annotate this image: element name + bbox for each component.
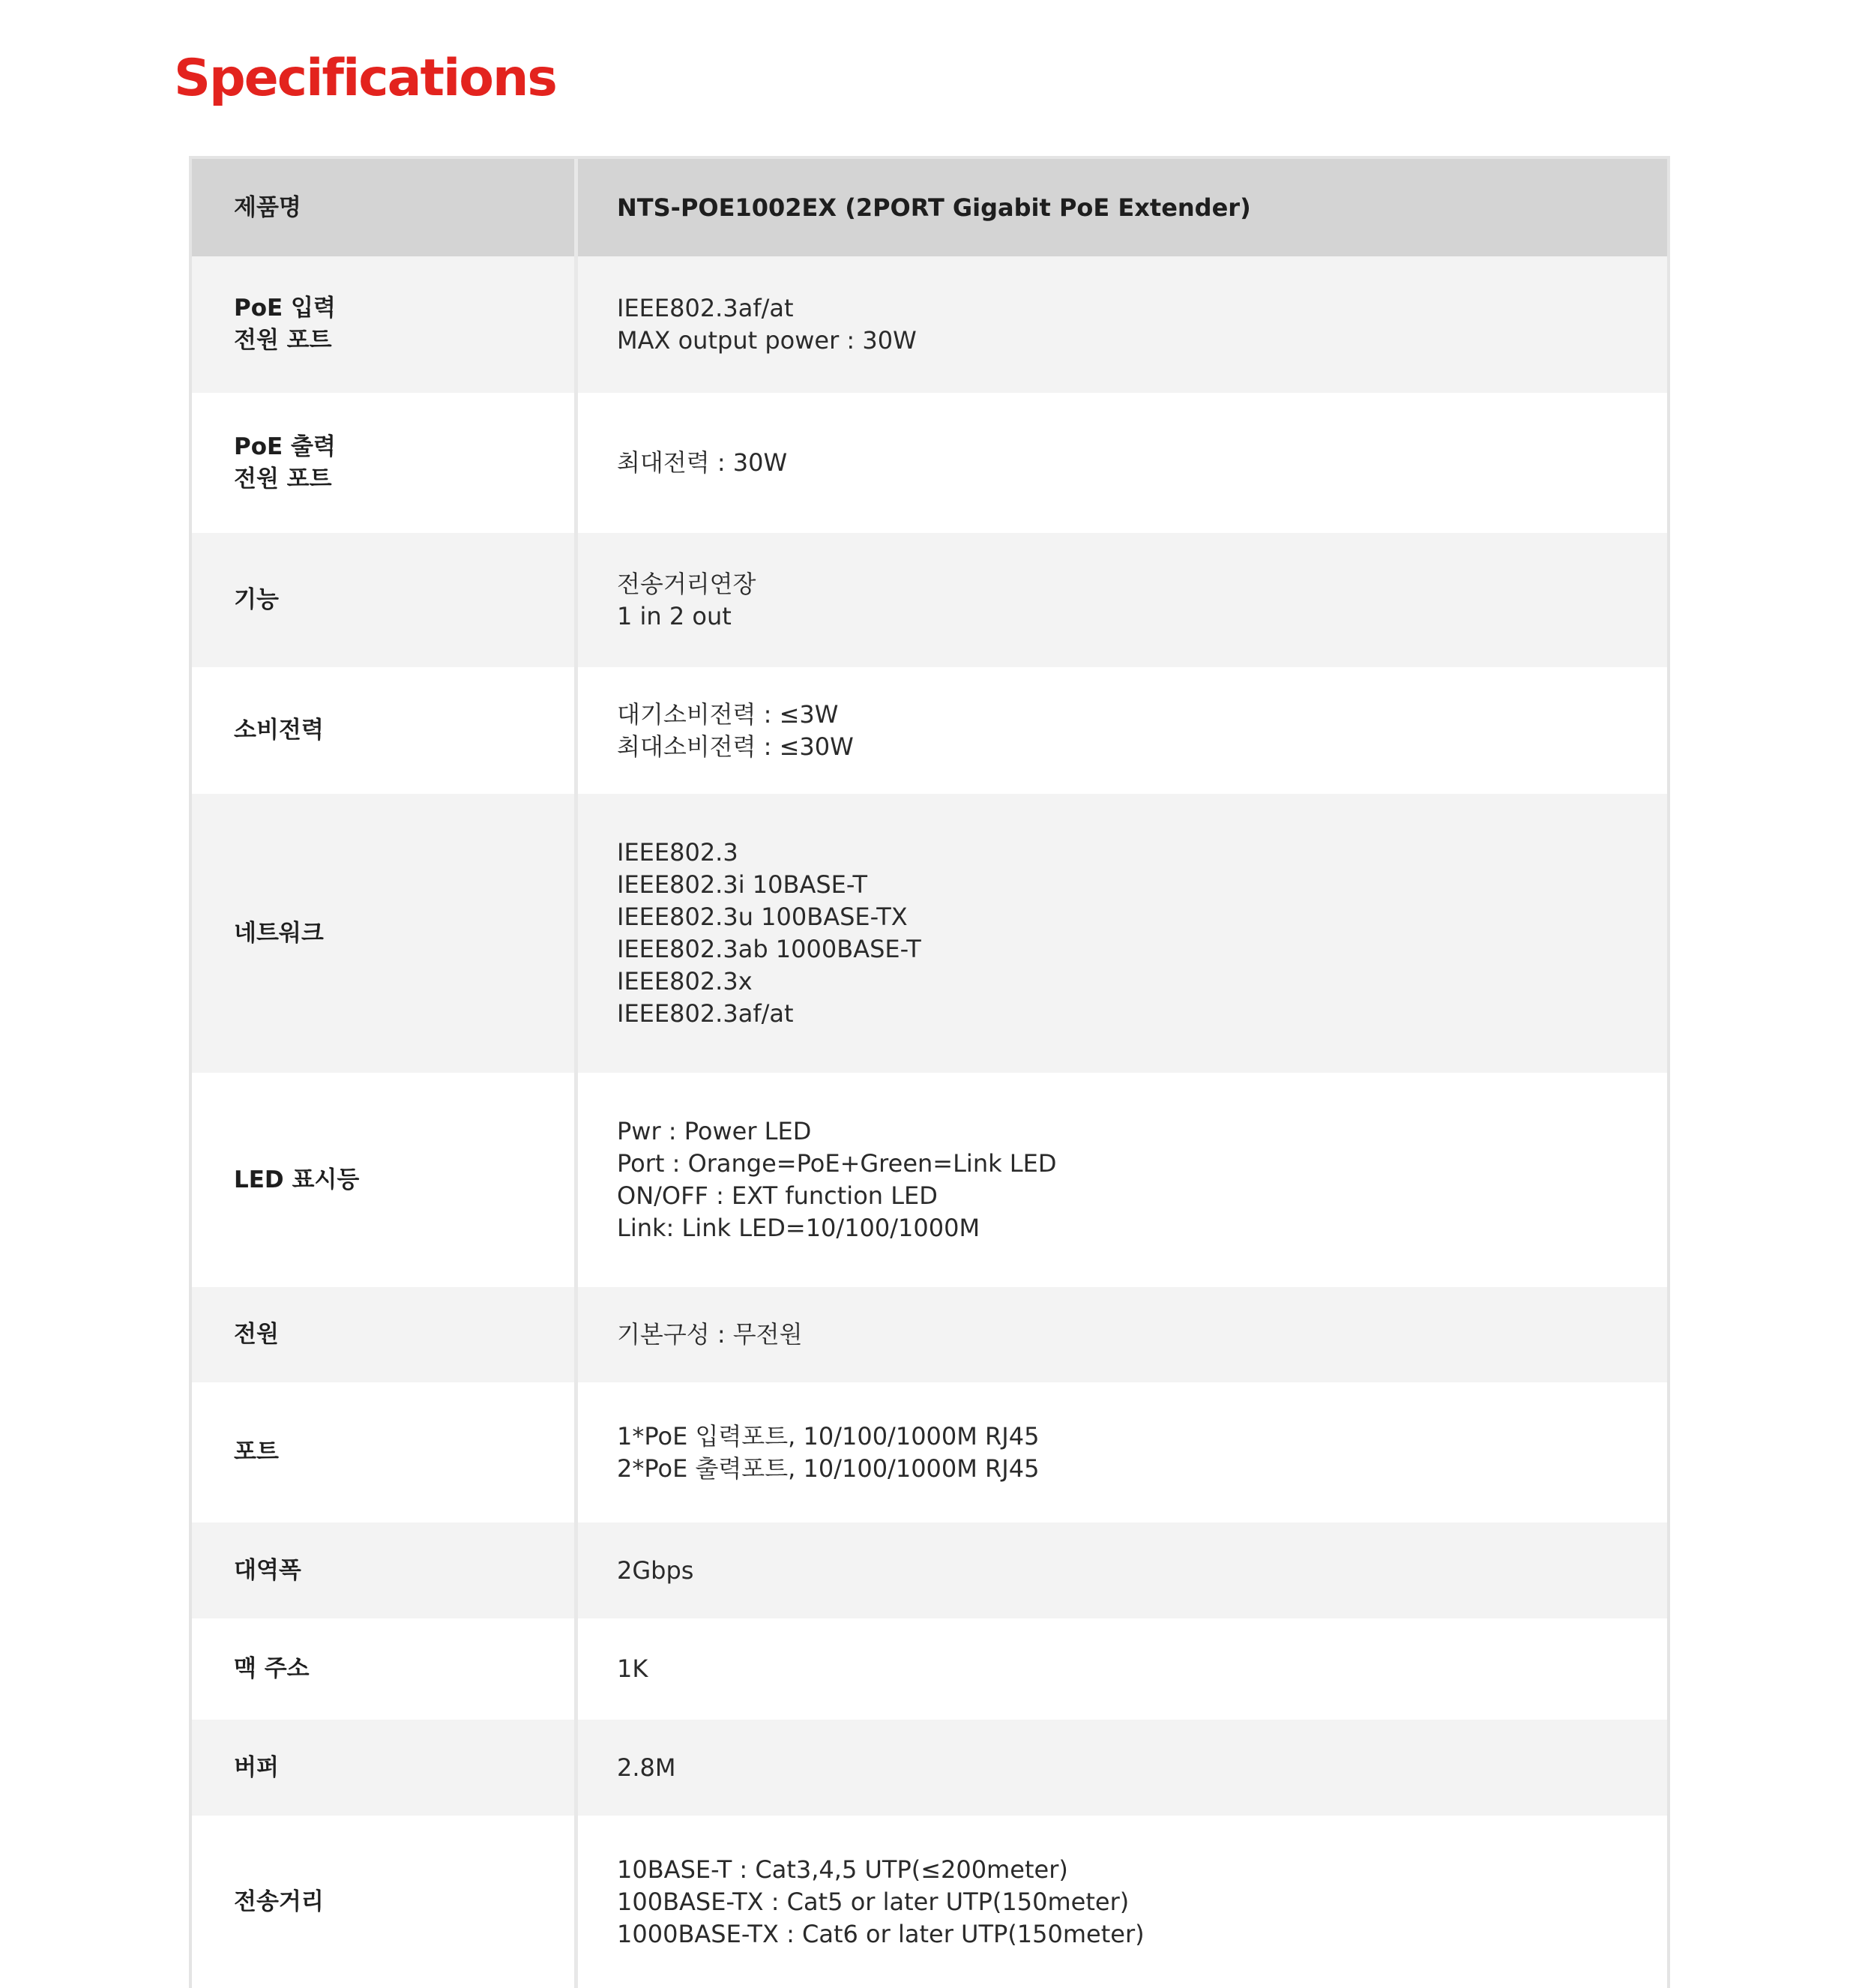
row-value-cell xyxy=(578,1720,1667,1816)
row-label-cell xyxy=(192,256,574,393)
header-value-cell xyxy=(578,159,1667,256)
table-row-power-consumption xyxy=(192,667,1667,794)
row-value-line: MAX output power : 30W xyxy=(617,326,917,355)
row-value-cell xyxy=(578,1816,1667,1988)
row-value-line: 대기소비전력 : ≤3W xyxy=(617,699,839,729)
row-value-line: 기본구성 : 무전원 xyxy=(617,1320,803,1349)
row-value-line: Pwr : Power LED xyxy=(617,1117,812,1145)
row-label-line: 대역폭 xyxy=(234,1556,301,1584)
row-label-cell xyxy=(192,667,574,794)
row-value-cell xyxy=(578,1522,1667,1618)
table-row-bandwidth xyxy=(192,1522,1667,1618)
row-label-cell xyxy=(192,1720,574,1816)
row-value-cell xyxy=(578,256,1667,393)
row-label-line: 버퍼 xyxy=(234,1753,279,1781)
row-value-cell xyxy=(578,667,1667,794)
row-label-line: 소비전력 xyxy=(234,717,324,744)
row-value-line: 1000BASE-TX : Cat6 or later UTP(150meter) xyxy=(617,1919,1145,1948)
table-row-network xyxy=(192,794,1667,1073)
header-label-cell xyxy=(192,159,574,256)
row-value-line: IEEE802.3u 100BASE-TX xyxy=(617,903,908,931)
row-label-cell xyxy=(192,1287,574,1382)
row-value-line: IEEE802.3ab 1000BASE-T xyxy=(617,935,921,963)
row-value-line: 2Gbps xyxy=(617,1555,694,1585)
row-value-line: 1*PoE 입력포트, 10/100/1000M RJ45 xyxy=(617,1421,1040,1451)
page-title: Specifications xyxy=(174,49,556,108)
row-value-line: 전송거리연장 xyxy=(617,569,756,598)
row-value-line: 10BASE-T : Cat3,4,5 UTP(≤200meter) xyxy=(617,1855,1068,1884)
table-row-led xyxy=(192,1073,1667,1287)
row-value-line: IEEE802.3x xyxy=(617,967,753,995)
row-label-line: 기능 xyxy=(234,586,279,613)
row-value-cell xyxy=(578,794,1667,1073)
row-value-line: 최대전력 : 30W xyxy=(617,448,788,477)
row-value-line: Port : Orange=PoE+Green=Link LED xyxy=(617,1149,1057,1178)
table-row-mac-address xyxy=(192,1618,1667,1720)
row-value-line: 1 in 2 out xyxy=(617,601,732,630)
table-row-ports xyxy=(192,1382,1667,1522)
row-value-cell xyxy=(578,1287,1667,1382)
row-label-line: LED 표시등 xyxy=(234,1166,360,1193)
row-value-line: 최대소비전력 : ≤30W xyxy=(617,732,854,761)
table-row-transmission-distance xyxy=(192,1816,1667,1988)
table-header-row xyxy=(192,159,1667,256)
row-label-line: 전송거리 xyxy=(234,1888,324,1915)
header-value: NTS-POE1002EX (2PORT Gigabit PoE Extender) xyxy=(617,193,1251,222)
table-row-buffer xyxy=(192,1720,1667,1816)
row-label-cell xyxy=(192,1522,574,1618)
row-label-cell xyxy=(192,1816,574,1988)
table-row-function xyxy=(192,533,1667,667)
row-value-line: IEEE802.3 xyxy=(617,838,738,867)
row-label-line: 전원 포트 xyxy=(234,465,332,493)
row-value-cell xyxy=(578,1073,1667,1287)
row-label-cell xyxy=(192,1618,574,1720)
header-label: 제품명 xyxy=(234,193,301,221)
row-label-line: 포트 xyxy=(234,1439,279,1466)
row-value-line: 2*PoE 출력포트, 10/100/1000M RJ45 xyxy=(617,1454,1040,1483)
row-label-cell xyxy=(192,1073,574,1287)
row-label-cell xyxy=(192,794,574,1073)
row-value-line: IEEE802.3af/at xyxy=(617,294,794,322)
row-value-line: 100BASE-TX : Cat5 or later UTP(150meter) xyxy=(617,1887,1130,1916)
row-label-cell xyxy=(192,393,574,533)
row-label-line: 맥 주소 xyxy=(234,1655,310,1682)
row-label-line: 전원 포트 xyxy=(234,327,332,354)
row-value-line: 1K xyxy=(617,1654,648,1683)
row-value-line: ON/OFF : EXT function LED xyxy=(617,1181,938,1210)
spec-table xyxy=(189,156,1670,1988)
row-label-cell xyxy=(192,533,574,667)
row-value-line: IEEE802.3i 10BASE-T xyxy=(617,870,868,899)
row-value-cell xyxy=(578,1618,1667,1720)
row-label-line: 네트워크 xyxy=(234,919,324,947)
row-value-cell xyxy=(578,393,1667,533)
table-row-power xyxy=(192,1287,1667,1382)
table-row-poe-input xyxy=(192,256,1667,393)
row-label-line: PoE 출력 xyxy=(234,433,336,460)
row-value-line: IEEE802.3af/at xyxy=(617,999,794,1028)
row-label-line: PoE 입력 xyxy=(234,295,336,322)
row-value-cell xyxy=(578,1382,1667,1522)
row-value-line: Link: Link LED=10/100/1000M xyxy=(617,1214,980,1242)
row-label-cell xyxy=(192,1382,574,1522)
row-value-cell xyxy=(578,533,1667,667)
table-row-poe-output xyxy=(192,393,1667,533)
row-value-line: 2.8M xyxy=(617,1753,676,1782)
row-label-line: 전원 xyxy=(234,1321,279,1348)
